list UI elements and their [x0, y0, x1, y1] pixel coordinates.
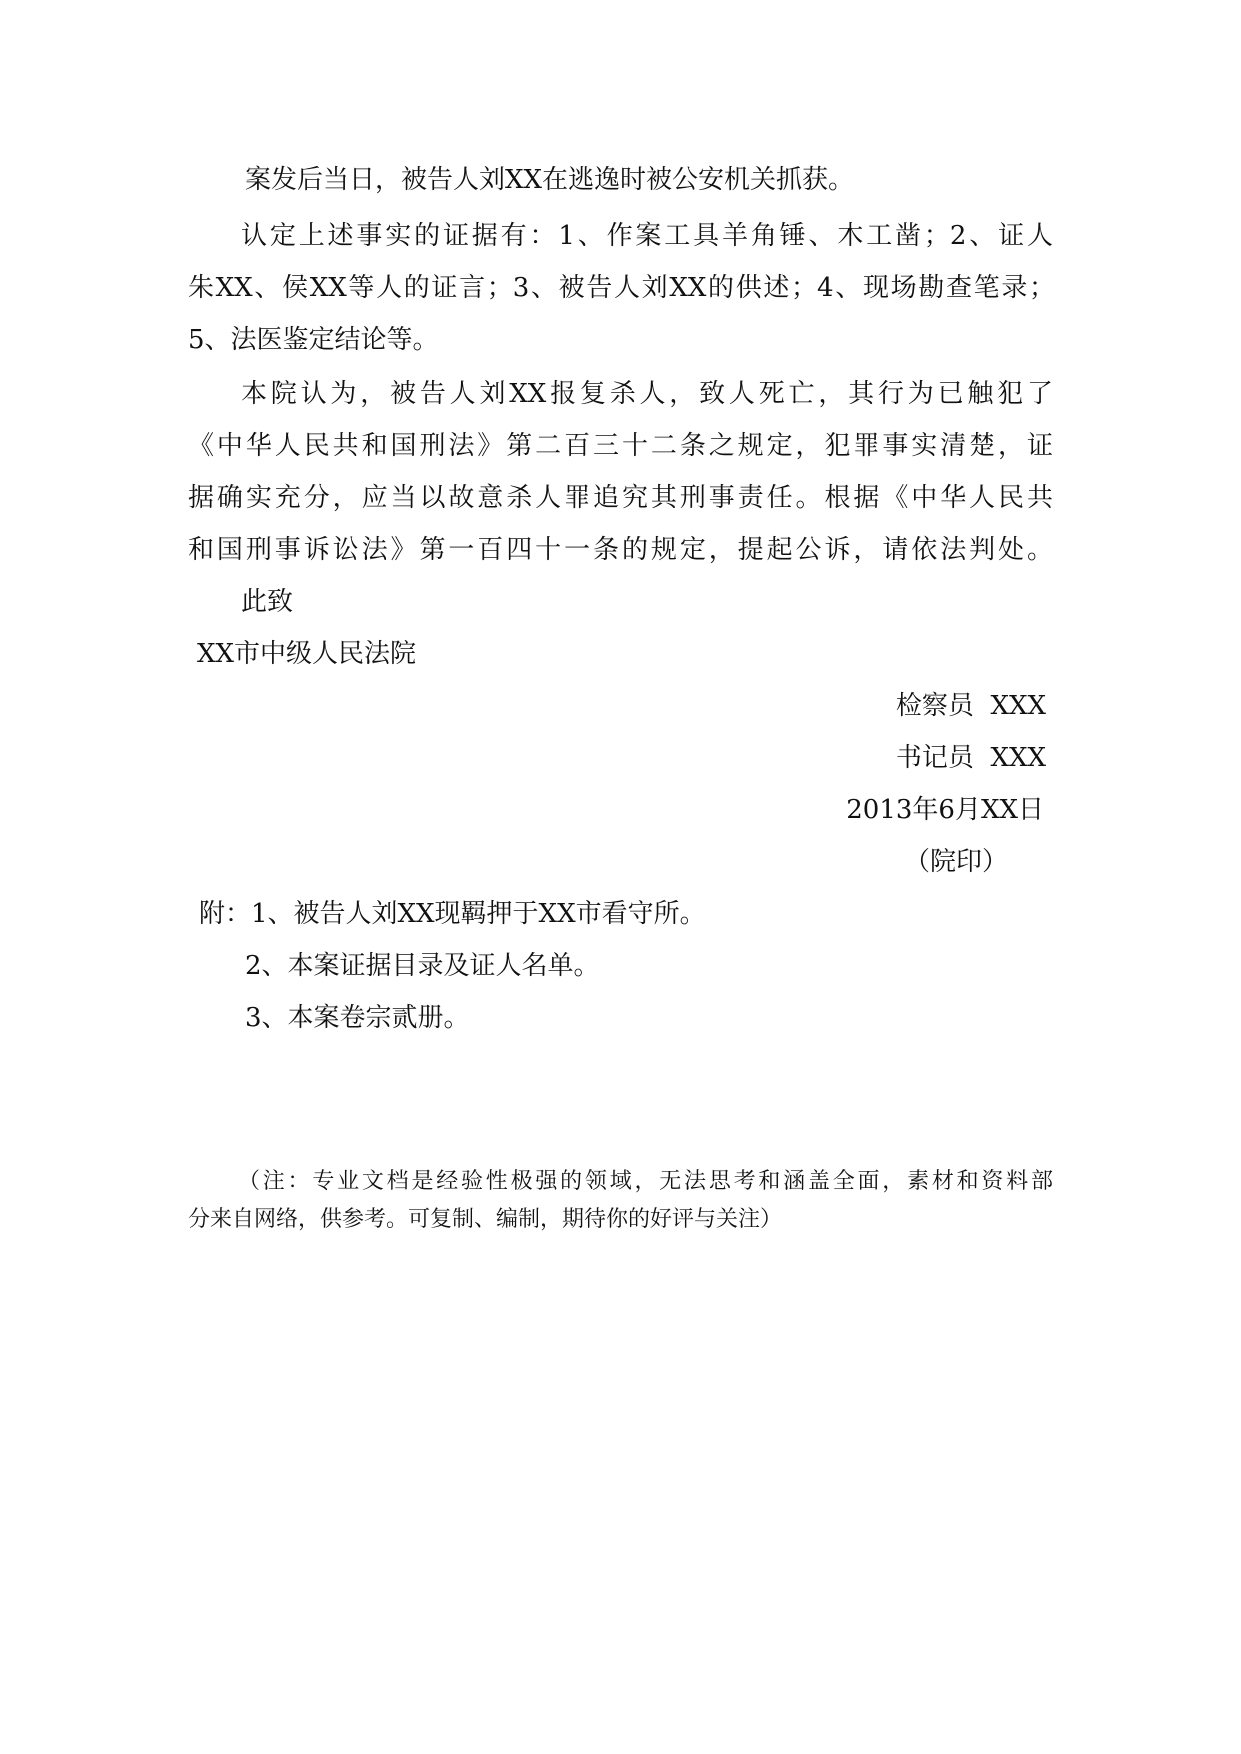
note-line-1: （注：专业文档是经验性极强的领域，无法思考和涵盖全面，素材和资料部 — [238, 1169, 1053, 1194]
paragraph-3-line-1: 本院认为，被告人刘XX报复杀人，致人死亡，其行为已触犯了 — [241, 379, 1053, 409]
seal-label: （院印） — [904, 847, 1009, 877]
paragraph-2-line-2: 朱XX、侯XX等人的证言；3、被告人刘XX的供述；4、现场勘查笔录； — [188, 273, 1055, 303]
attachment-2: 2、本案证据目录及证人名单。 — [245, 951, 600, 981]
paragraph-3-line-3: 据确实充分，应当以故意杀人罪追究其刑事责任。根据《中华人民共 — [188, 483, 1053, 513]
paragraph-3-line-2: 《中华人民共和国刑法》第二百三十二条之规定，犯罪事实清楚，证 — [188, 431, 1053, 461]
signature-name: XXX — [990, 691, 1046, 721]
paragraph-2-line-3: 5、法医鉴定结论等。 — [188, 325, 439, 355]
recipient: XX市中级人民法院 — [197, 639, 417, 669]
salutation: 此致 — [241, 587, 294, 617]
signature-prosecutor — [700, 690, 1046, 722]
document-date: 2013年6月XX日 — [846, 795, 1044, 825]
paragraph-3-line-4: 和国刑事诉讼法》第一百四十一条的规定，提起公诉，请依法判处。 — [188, 535, 1053, 565]
signature-name: XXX — [990, 743, 1046, 773]
signature-role: 书记员 — [895, 743, 974, 773]
attachment-3: 3、本案卷宗贰册。 — [245, 1003, 470, 1033]
note-line-2: 分来自网络，供参考。可复制、编制，期待你的好评与关注） — [188, 1207, 783, 1232]
attachment-1: 附：1、被告人刘XX现羁押于XX市看守所。 — [199, 899, 706, 929]
paragraph-2-line-1: 认定上述事实的证据有：1、作案工具羊角锤、木工凿；2、证人 — [241, 221, 1053, 251]
paragraph-1-line-1: 案发后当日，被告人刘XX在逃逸时被公安机关抓获。 — [245, 165, 855, 195]
signature-clerk — [700, 742, 1046, 774]
signature-role: 检察员 — [895, 691, 974, 721]
